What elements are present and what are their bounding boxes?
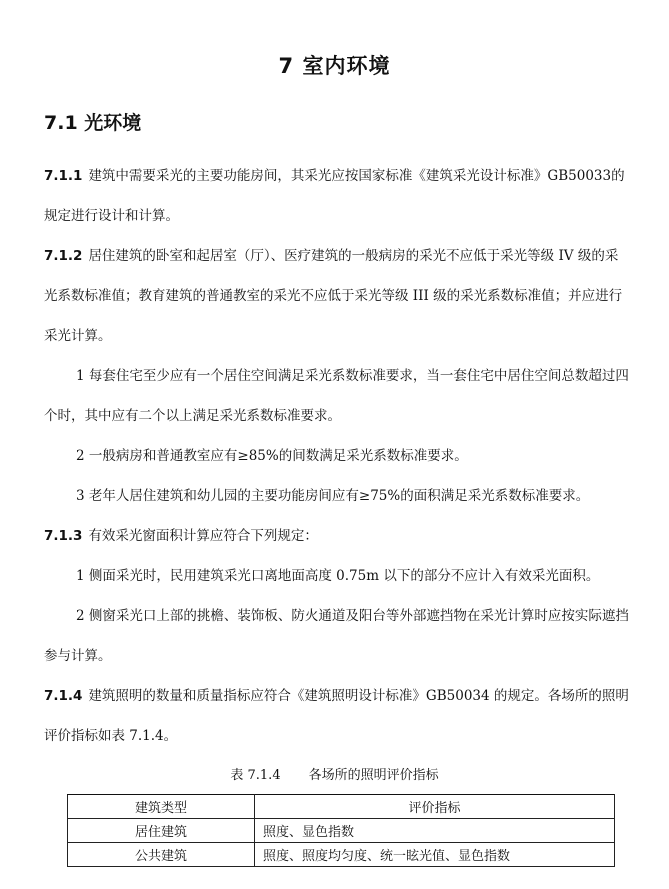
table-row: [68, 819, 615, 843]
table-caption-number: 表 7.1.4: [230, 768, 281, 783]
section-title: 7.1 光环境: [44, 112, 142, 134]
clause-number: 7.1.4: [44, 688, 83, 704]
clause-7-1-3: [44, 516, 629, 556]
header-building-type: 建筑类型: [68, 795, 255, 819]
clause-7-1-4: [44, 676, 629, 756]
clause-text: 建筑中需要采光的主要功能房间，其采光应按国家标准《建筑采光设计标准》GB50033的规定进行设计和计算。: [44, 168, 625, 224]
clause-7-1-2: [44, 236, 629, 356]
clause-number: 7.1.3: [44, 528, 83, 544]
cell-building-type: 公共建筑: [68, 843, 255, 867]
clause-text: 建筑照明的数量和质量指标应符合《建筑照明设计标准》GB50034 的规定。各场所的照明评价指标如表 7.1.4。: [44, 688, 629, 744]
clause-text: 居住建筑的卧室和起居室（厅）、医疗建筑的一般病房的采光不应低于采光等级 IV 级的采光系数标准值；教育建筑的普通教室的采光不应低于采光等级 III 级的采光系数标准值；并应进行采光计算。: [44, 248, 623, 344]
clause-7-1-1: [44, 156, 629, 236]
table-caption-title: 各场所的照明评价指标: [308, 768, 439, 783]
clause-7-1-2-item-3: 3 老年人居住建筑和幼儿园的主要功能房间应有≥75%的面积满足采光系数标准要求。: [76, 488, 590, 504]
clause-7-1-3-item-1: 1 侧面采光时，民用建筑采光口离地面高度 0.75m 以下的部分不应计入有效采光面积。: [76, 568, 600, 584]
clause-7-1-2-item-1: 1 每套住宅至少应有一个居住空间满足采光系数标准要求，当一套住宅中居住空间总数超过四个时，其中应有二个以上满足采光系数标准要求。: [44, 368, 629, 424]
cell-evaluation-index: 照度、显色指数: [255, 819, 615, 843]
clause-text: 有效采光窗面积计算应符合下列规定：: [88, 528, 318, 544]
cell-evaluation-index: 照度、照度均匀度、统一眩光值、显色指数: [255, 843, 615, 867]
lighting-evaluation-table: [67, 794, 615, 867]
clause-7-1-3-item-2: 2 侧窗采光口上部的挑檐、装饰板、防火通道及阳台等外部遮挡物在采光计算时应按实际遮挡参与计算。: [44, 608, 629, 664]
clause-7-1-2-item-2: 2 一般病房和普通教室应有≥85%的间数满足采光系数标准要求。: [76, 448, 468, 464]
table-caption: [0, 764, 669, 783]
table-row: [68, 843, 615, 867]
table-header-row: [68, 795, 615, 819]
clause-number: 7.1.2: [44, 248, 83, 264]
header-evaluation-index: 评价指标: [255, 795, 615, 819]
cell-building-type: 居住建筑: [68, 819, 255, 843]
chapter-title: 7 室内环境: [278, 54, 391, 78]
clause-number: 7.1.1: [44, 168, 83, 184]
